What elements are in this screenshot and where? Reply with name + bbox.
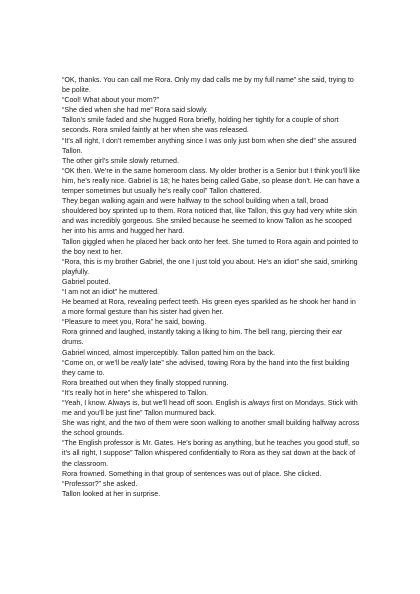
paragraph — [62, 489, 360, 499]
paragraph — [62, 75, 360, 95]
paragraph — [62, 469, 360, 479]
text-run: “Rora, this is my brother Gabriel, the one I just told you about. He’s an idiot” she said, smirking playfully. — [62, 257, 358, 276]
text-run: He beamed at Rora, revealing perfect teeth. His green eyes sparkled as he shook her hand in a more formal gesture than his sister had given her. — [62, 298, 356, 317]
paragraph — [62, 358, 360, 378]
text-run: “Professor?” she asked. — [62, 479, 138, 488]
paragraph — [62, 196, 360, 236]
text-run: “OK then. We’re in the same homeroom class. My older brother is a Senior but I think you’ll like him, he’s really nice. Gabriel is 18; he hates being called Gabe, so please don’t. He can have a temper sometimes but usually he’s really cool” Tallon chattered. — [62, 166, 360, 196]
text-run: Rora frowned. Something in that group of sentences was out of place. She clicked. — [62, 469, 322, 478]
text-run: Gabriel pouted. — [62, 277, 111, 286]
emphasis-text: always — [248, 399, 270, 407]
paragraph — [62, 105, 360, 115]
paragraph — [62, 388, 360, 398]
paragraph — [62, 479, 360, 489]
paragraph — [62, 438, 360, 468]
text-run: Rora grinned and laughed, instantly taking a liking to him. The bell rang, piercing their ear drums. — [62, 328, 343, 347]
text-run: She was right, and the two of them were soon walking to another small building halfway across the school grounds. — [62, 419, 360, 438]
text-run: “Cool! What about your mom?” — [62, 96, 159, 105]
paragraph — [62, 317, 360, 327]
emphasis-text: really — [131, 358, 148, 367]
text-run: “The English professor is Mr. Gates. He’s boring as anything, but he teaches you good stuff, so it’s all right, I suppose” Tallon whispered confidentially to Rora as they sat down at the back of the classroom. — [62, 439, 360, 468]
text-run: “It’s really hot in here” she whispered to Tallon. — [62, 388, 209, 397]
text-run: “Come on, or we’ll be — [62, 358, 131, 367]
text-run: “Yeah, I know. Always is, but we’ll head off soon. English is — [62, 399, 249, 407]
paragraph — [62, 378, 360, 388]
text-run: The other girl’s smile slowly returned. — [62, 156, 179, 165]
text-run: Tallon looked at her in surprise. — [62, 489, 161, 498]
text-run: They began walking again and were halfway to the school building when a tall, broad shouldered boy sprinted up to them. Rora noticed that, like Tallon, this guy had very white skin and was incredibly gorgeous. She smiled because he seemed to know Tallon as he scooped her into his arms and hugged her hard. — [62, 197, 357, 236]
text-run: Tallon’s smile faded and she hugged Rora briefly, holding her tightly for a couple of short seconds. Rora smiled faintly at her when she was released. — [62, 116, 339, 135]
paragraph — [62, 277, 360, 287]
paragraph — [62, 327, 360, 347]
text-run: first on Mondays. Stick with me and you’ll be just fine” Tallon murmured back. — [62, 399, 358, 418]
paragraph — [62, 297, 360, 317]
paragraph — [62, 115, 360, 135]
paragraph — [62, 136, 360, 156]
text-run: “It’s all right, I don’t remember anything since I was only just born when she died” she assured Tallon. — [62, 136, 357, 155]
paragraph — [62, 166, 360, 196]
body-text — [62, 75, 360, 499]
text-run: Rora breathed out when they finally stopped running. — [62, 378, 229, 387]
paragraph — [62, 348, 360, 358]
paragraph — [62, 156, 360, 166]
text-run: “She died when she had me” Rora said slowly. — [62, 106, 208, 115]
text-run: Tallon giggled when he placed her back onto her feet. She turned to Rora again and pointed to the boy next to her. — [62, 237, 359, 256]
text-run: late” she advised, towing Rora by the hand into the first building they came to. — [62, 358, 350, 377]
text-run: “I am not an idiot” he muttered. — [62, 287, 159, 296]
paragraph — [62, 257, 360, 277]
paragraph — [62, 418, 360, 438]
paragraph — [62, 287, 360, 297]
paragraph — [62, 237, 360, 257]
text-run: “OK, thanks. You can call me Rora. Only my dad calls me by my full name” she said, trying to be polite. — [62, 76, 354, 95]
text-run: “Pleasure to meet you, Rora” he said, bowing. — [62, 318, 207, 327]
paragraph — [62, 95, 360, 105]
paragraph — [62, 398, 360, 418]
text-run: Gabriel winced, almost imperceptibly. Tallon patted him on the back. — [62, 348, 276, 357]
